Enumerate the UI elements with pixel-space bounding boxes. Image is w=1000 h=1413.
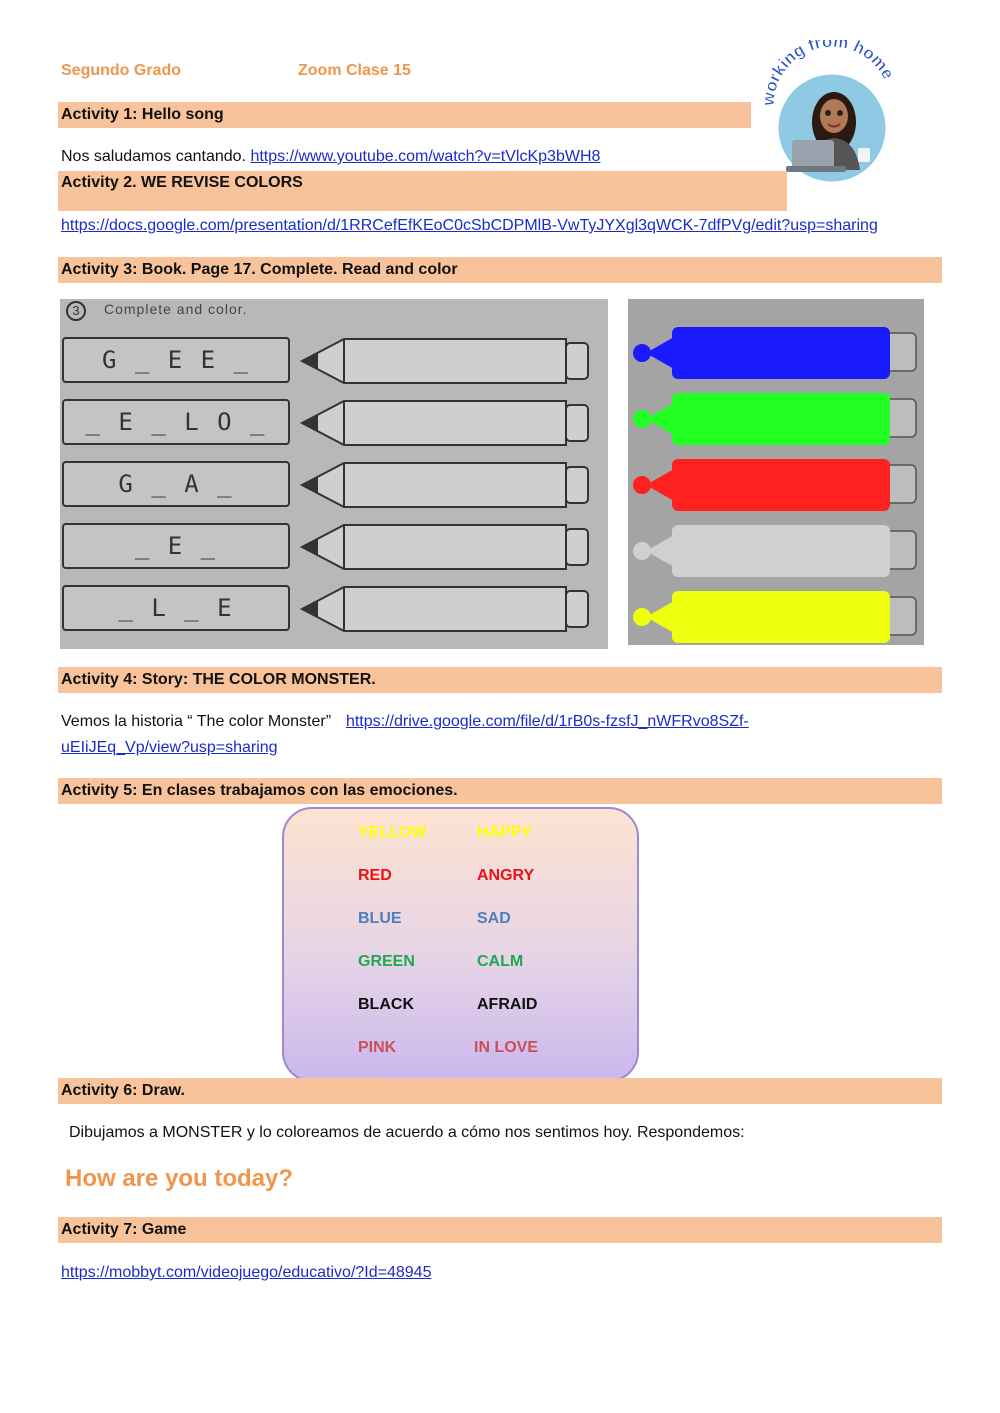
avatar-illustration <box>762 40 902 185</box>
outline-crayon <box>298 581 598 637</box>
activity4-drive-link-part1[interactable]: https://drive.google.com/file/d/1rB0s-fzsfJ_nWFRvo8SZf- <box>345 713 749 730</box>
word-box <box>62 585 290 631</box>
activity6-text: Dibujamos a MONSTER y lo coloreamos de acuerdo a cómo nos sentimos hoy. Respondemos: <box>69 1124 745 1141</box>
emotion-color-word: YELLOW <box>358 824 427 841</box>
emotion-color-word: GREEN <box>358 953 415 970</box>
activity4-text: Vemos la historia “ The color Monster” <box>61 713 332 730</box>
activity4-drive-link-part2[interactable]: uEIiJEq_Vp/view?usp=sharing <box>61 739 278 756</box>
activity7-game-link[interactable]: https://mobbyt.com/videojuego/educativo/?Id=48945 <box>61 1264 432 1281</box>
how-are-you-question: How are you today? <box>65 1165 294 1192</box>
colored-crayon <box>628 519 924 581</box>
activity1-line <box>61 144 600 170</box>
working-from-home-badge <box>762 40 902 185</box>
worksheet-photo <box>60 299 608 649</box>
worksheet-heading: Complete and color. <box>104 301 248 317</box>
emotion-color-word: BLUE <box>358 910 402 927</box>
colored-crayons-photo <box>628 299 924 645</box>
activity3-title-bar: Activity 3: Book. Page 17. Complete. Read and color <box>58 257 942 283</box>
emotion-feeling-word: CALM <box>477 953 524 970</box>
word-box <box>62 461 290 507</box>
activity2-slides-link[interactable]: https://docs.google.com/presentation/d/1RRCefEfKEoC0cSbCDPMlB-VwTyJYXgl3qWCK-7dfPVg/edit?usp=sharing <box>61 217 878 234</box>
activity4-title-bar: Activity 4: Story: THE COLOR MONSTER. <box>58 667 942 693</box>
emotion-color-word: RED <box>358 867 392 884</box>
outline-crayon <box>298 395 598 451</box>
word-box <box>62 399 290 445</box>
emotion-color-word: PINK <box>358 1039 397 1056</box>
emotion-color-word: BLACK <box>358 996 414 1013</box>
zoom-class-label: Zoom Clase 15 <box>298 62 411 79</box>
colored-crayon <box>628 321 924 383</box>
word-puzzle: G _ A _ <box>118 470 234 498</box>
emotion-feeling-word: HAPPY <box>477 824 533 841</box>
emotion-feeling-word: IN LOVE <box>474 1039 539 1056</box>
outline-crayon <box>298 457 598 513</box>
word-puzzle: G _ E E _ <box>101 346 251 374</box>
word-box <box>62 523 290 569</box>
grade-label: Segundo Grado <box>61 62 181 79</box>
activity1-youtube-link[interactable]: https://www.youtube.com/watch?v=tVlcKp3bWH8 <box>250 148 601 165</box>
word-box <box>62 337 290 383</box>
colored-crayon <box>628 453 924 515</box>
badge-arc-text: orking from home <box>762 40 898 94</box>
emotion-feeling-word: AFRAID <box>477 996 538 1013</box>
word-puzzle: _ E _ L O _ <box>85 408 267 436</box>
emotions-table <box>282 807 639 1082</box>
outline-crayon <box>298 519 598 575</box>
emotion-feeling-word: SAD <box>477 910 511 927</box>
activity2-title-bar: Activity 2. WE REVISE COLORS <box>58 171 787 211</box>
word-puzzle: _ L _ E <box>118 594 234 622</box>
activity5-title-bar: Activity 5: En clases trabajamos con las emociones. <box>58 778 942 804</box>
colored-crayon <box>628 387 924 449</box>
emotion-feeling-word: ANGRY <box>477 867 535 884</box>
activity1-text: Nos saludamos cantando. <box>61 148 246 165</box>
activity6-title-bar: Activity 6: Draw. <box>58 1078 942 1104</box>
worksheet-number-circle: 3 <box>66 301 86 321</box>
activity4-line <box>61 709 749 735</box>
word-puzzle: _ E _ <box>134 532 218 560</box>
activity1-title-bar: Activity 1: Hello song <box>58 102 751 128</box>
outline-crayon <box>298 333 598 389</box>
activity7-title-bar: Activity 7: Game <box>58 1217 942 1243</box>
colored-crayon <box>628 585 924 645</box>
